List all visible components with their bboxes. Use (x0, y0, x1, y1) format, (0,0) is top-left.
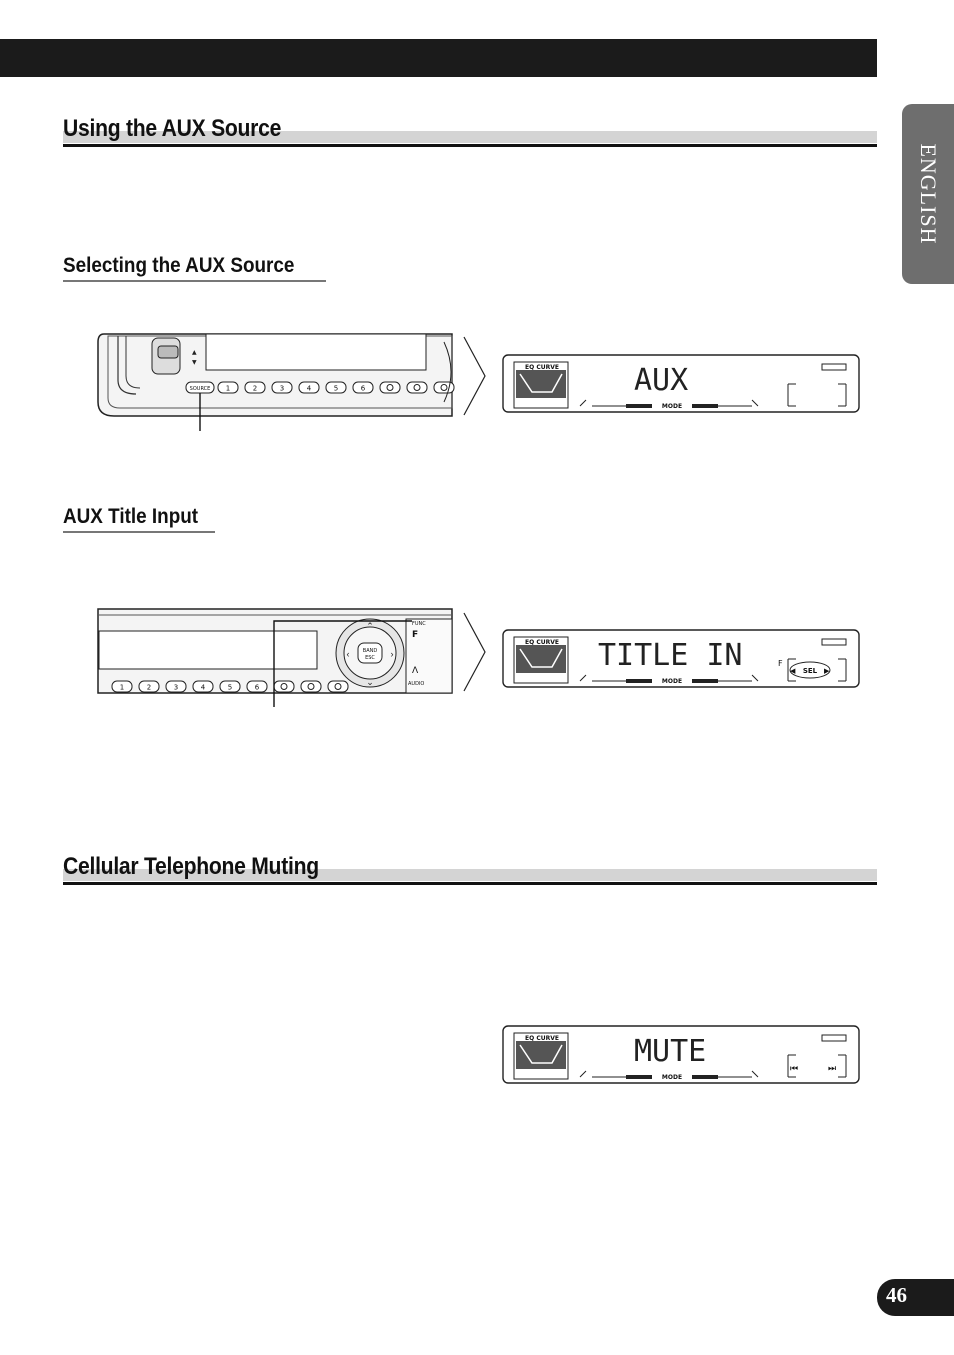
func-label: FUNC (412, 621, 426, 627)
preset-button-label: 1 (225, 384, 231, 393)
arrow-icon (463, 336, 487, 416)
header-bar (0, 39, 877, 77)
head-unit-source-illustration (96, 332, 456, 432)
audio-label: AUDIO (408, 681, 425, 687)
eq-curve-label: EQ CURVE (525, 1035, 559, 1042)
subheading-title: AUX Title Input (63, 505, 199, 528)
source-button-label: SOURCE (189, 386, 211, 392)
preset-button-label: 2 (146, 683, 152, 692)
page-number-badge (877, 1279, 954, 1316)
preset-button-label: 6 (254, 683, 260, 692)
mode-label: MODE (661, 678, 683, 685)
section-title: Using the AUX Source (63, 115, 282, 142)
svg-text:▲: ▲ (192, 349, 197, 356)
next-track-icon: ⏭ (828, 1063, 837, 1073)
eq-curve-label: EQ CURVE (525, 364, 559, 371)
subheading-aux-title-input (63, 504, 215, 533)
mode-label: MODE (661, 1074, 683, 1081)
eq-curve-label: EQ CURVE (525, 639, 559, 646)
language-tab-label: ENGLISH (916, 143, 941, 245)
display-mute-text: MUTE (634, 1034, 707, 1069)
extra-button (407, 382, 427, 393)
section-heading-aux-source (63, 114, 877, 147)
arrow-icon (463, 612, 487, 692)
display-title-in-text: TITLE IN (598, 638, 743, 673)
preset-button-label: 4 (306, 384, 312, 393)
extra-button (301, 681, 321, 692)
left-arrow-icon: ◀ (790, 668, 796, 675)
svg-text:⌃: ⌃ (366, 621, 374, 631)
display-aux (502, 354, 862, 416)
preset-button-label: 1 (119, 683, 125, 692)
svg-text:Λ: Λ (412, 666, 419, 676)
band-label: BAND (362, 648, 378, 654)
section-title: Cellular Telephone Muting (63, 853, 319, 880)
subheading-title: Selecting the AUX Source (63, 254, 295, 277)
preset-button-label: 2 (252, 384, 258, 393)
head-unit-func-illustration (96, 607, 456, 707)
extra-button (380, 382, 400, 393)
f-label: F (412, 630, 419, 640)
svg-text:▼: ▼ (192, 359, 197, 366)
right-arrow-icon: ▶ (824, 668, 830, 675)
preset-button-label: 6 (360, 384, 366, 393)
mode-label: MODE (661, 403, 683, 410)
esc-label: ESC (365, 655, 375, 661)
sel-label: SEL (802, 667, 818, 675)
extra-button (274, 681, 294, 692)
preset-button-label: 4 (200, 683, 206, 692)
language-tab (902, 104, 954, 284)
display-title-in (502, 629, 862, 691)
display-f-label: F (778, 659, 783, 668)
page-number: 46 (886, 1283, 907, 1307)
svg-text:⌄: ⌄ (366, 677, 374, 687)
svg-text:›: › (390, 649, 394, 659)
preset-button-label: 5 (227, 683, 233, 692)
previous-track-icon: ⏮ (790, 1063, 799, 1073)
preset-button-label: 3 (173, 683, 179, 692)
extra-button (328, 681, 348, 692)
section-heading-cellular-muting (63, 852, 877, 885)
subheading-selecting-aux (63, 253, 326, 282)
svg-text:‹: ‹ (346, 649, 350, 659)
preset-button-label: 3 (279, 384, 285, 393)
display-mute (502, 1025, 862, 1087)
extra-button (434, 382, 454, 393)
display-aux-text: AUX (634, 363, 689, 398)
preset-button-label: 5 (333, 384, 339, 393)
